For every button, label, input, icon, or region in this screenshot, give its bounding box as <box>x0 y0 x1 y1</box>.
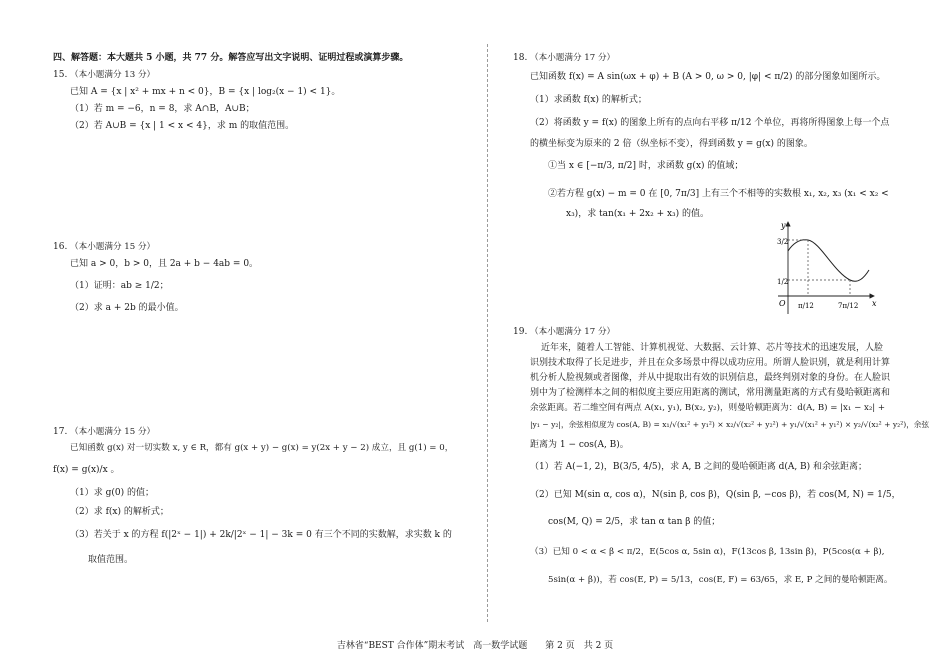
q19-part1: （1）若 A(−1, 2)，B(3/5, 4/5)，求 A, B 之间的曼哈顿距离 d(A, B) 和余弦距离； <box>530 462 868 472</box>
q15-part1: （1）若 m = −6，n = 8，求 A∩B，A∪B； <box>70 104 255 114</box>
q17-part2: （2）求 f(x) 的解析式； <box>70 507 169 517</box>
q18-sub2-cont: x₃)，求 tan(x₁ + 2x₂ + x₃) 的值。 <box>566 209 710 219</box>
q17-part1: （1）求 g(0) 的值； <box>70 488 154 498</box>
q19-para-line3: 机分析人脸视频或者图像，并从中提取出有效的识别信息，最终判别对象的身份。在人脸识 <box>530 373 891 383</box>
q17-part3-cont: 取值范围。 <box>88 555 134 565</box>
q19-para-line4: 别中为了检测样本之间的相似度主要应用距离的测试，常用测量距离的方式有曼哈顿距离和 <box>530 388 891 398</box>
q16-stem: 已知 a > 0，b > 0，且 2a + b − 4ab = 0。 <box>70 259 259 269</box>
graph-y-low: 1/2 <box>777 278 789 286</box>
q18-part1: （1）求函数 f(x) 的解析式； <box>530 95 647 105</box>
q15-part2: （2）若 A∪B = {x | 1 < x < 4}，求 m 的取值范围。 <box>70 121 295 131</box>
graph-y-high: 3/2 <box>777 238 789 246</box>
page-footer: 吉林省“BEST 合作体”期末考试 高一数学试题 第 2 页 共 2 页 <box>336 641 614 651</box>
q17-stem: 已知函数 g(x) 对一切实数 x, y ∈ R，都有 g(x + y) − g(x) = y(2x + y − 2) 成立，且 g(1) = 0， <box>70 443 454 453</box>
q19-part3-cont: 5sin(α + β))，若 cos(E, P) = 5/13，cos(E, F) = 63/65，求 E, P 之间的曼哈顿距离。 <box>548 575 893 585</box>
q19-number: 19. <box>513 327 528 337</box>
column-divider <box>487 44 488 622</box>
q19-para-line1: 近年来，随着人工智能、计算机视觉、大数据、云计算、芯片等技术的迅速发展，人脸 <box>541 343 884 353</box>
q15-score: （本小题满分 13 分） <box>70 70 156 80</box>
q19-part2: （2）已知 M(sin α, cos α)，N(sin β, cos β)，Q(sin β, −cos β)，若 cos(M, N) = 1/5， <box>530 490 901 500</box>
q19-para-line5: 余弦距离。若二维空间有两点 A(x₁, y₁), B(x₂, y₂)，则曼哈顿距离为：d(A, B) = |x₁ − x₂| + <box>530 403 886 413</box>
q19-score: （本小题满分 17 分） <box>530 327 616 337</box>
q18-score: （本小题满分 17 分） <box>530 53 616 63</box>
q18-part2: （2）将函数 y = f(x) 的图象上所有的点向右平移 π/12 个单位，再将所得图象上每一个点 <box>530 118 890 128</box>
section-heading: 四、解答题：本大题共 5 小题，共 77 分。解答应写出文字说明、证明过程或演算步骤。 <box>53 53 409 63</box>
q17-part3: （3）若关于 x 的方程 f(|2ˣ − 1|) + 2k/|2ˣ − 1| − 3k = 0 有三个不同的实数解，求实数 k 的 <box>70 530 452 540</box>
q19-para-line2: 识别技术取得了长足进步，并且在众多场景中得以成功应用。所谓人脸识别，就是利用计算 <box>530 358 891 368</box>
q16-part1: （1）证明：ab ≥ 1/2； <box>70 281 169 291</box>
q18-stem: 已知函数 f(x) = A sin(ωx + φ) + B (A > 0, ω > 0, |φ| < π/2) 的部分图象如图所示。 <box>530 72 886 82</box>
q18-part2-cont: 的横坐标变为原来的 2 倍（纵坐标不变），得到函数 y = g(x) 的图象。 <box>530 139 813 149</box>
q15-number: 15. <box>53 70 68 80</box>
sine-curve <box>788 240 869 281</box>
sine-graph <box>768 218 882 318</box>
q18-number: 18. <box>513 53 528 63</box>
q18-sub2: ②若方程 g(x) − m = 0 在 [0, 7π/3] 上有三个不相等的实数根 x₁, x₂, x₃ (x₁ < x₂ < <box>548 189 889 199</box>
q19-part2-cont: cos(M, Q) = 2/5，求 tan α tan β 的值； <box>548 517 721 527</box>
q15-stem: 已知 A = {x | x² + mx + n < 0}，B = {x | log₂(x − 1) < 1}。 <box>70 87 341 97</box>
q17-number: 17. <box>53 427 68 437</box>
q17-stem2: f(x) = g(x)/x 。 <box>53 465 120 475</box>
graph-x-label: x <box>872 299 877 308</box>
q16-score: （本小题满分 15 分） <box>70 242 156 252</box>
q17-score: （本小题满分 15 分） <box>70 427 156 437</box>
graph-x-right: 7π/12 <box>838 302 859 310</box>
q16-part2: （2）求 a + 2b 的最小值。 <box>70 303 184 313</box>
graph-origin: O <box>779 299 786 308</box>
q18-sub1: ①当 x ∈ [−π/3, π/2] 时，求函数 g(x) 的值域； <box>548 161 744 171</box>
q19-para-line7: 距离为 1 − cos(A, B)。 <box>530 440 629 450</box>
graph-y-label: y <box>781 221 786 230</box>
q19-para-line6: |y₁ − y₂|，余弦相似度为 cos(A, B) = x₁/√(x₁² + y₁²) × x₂/√(x₂² + y₂²) + y₁/√(x₁² + y₁²) × y₂/√(x₂² + y₂²)，余弦 <box>530 420 929 429</box>
q19-part3: （3）已知 0 < α < β < π/2，E(5cos α, 5sin α)，F(13cos β, 13sin β)，P(5cos(α + β), <box>530 547 885 557</box>
graph-x-left: π/12 <box>798 302 814 310</box>
q16-number: 16. <box>53 242 68 252</box>
